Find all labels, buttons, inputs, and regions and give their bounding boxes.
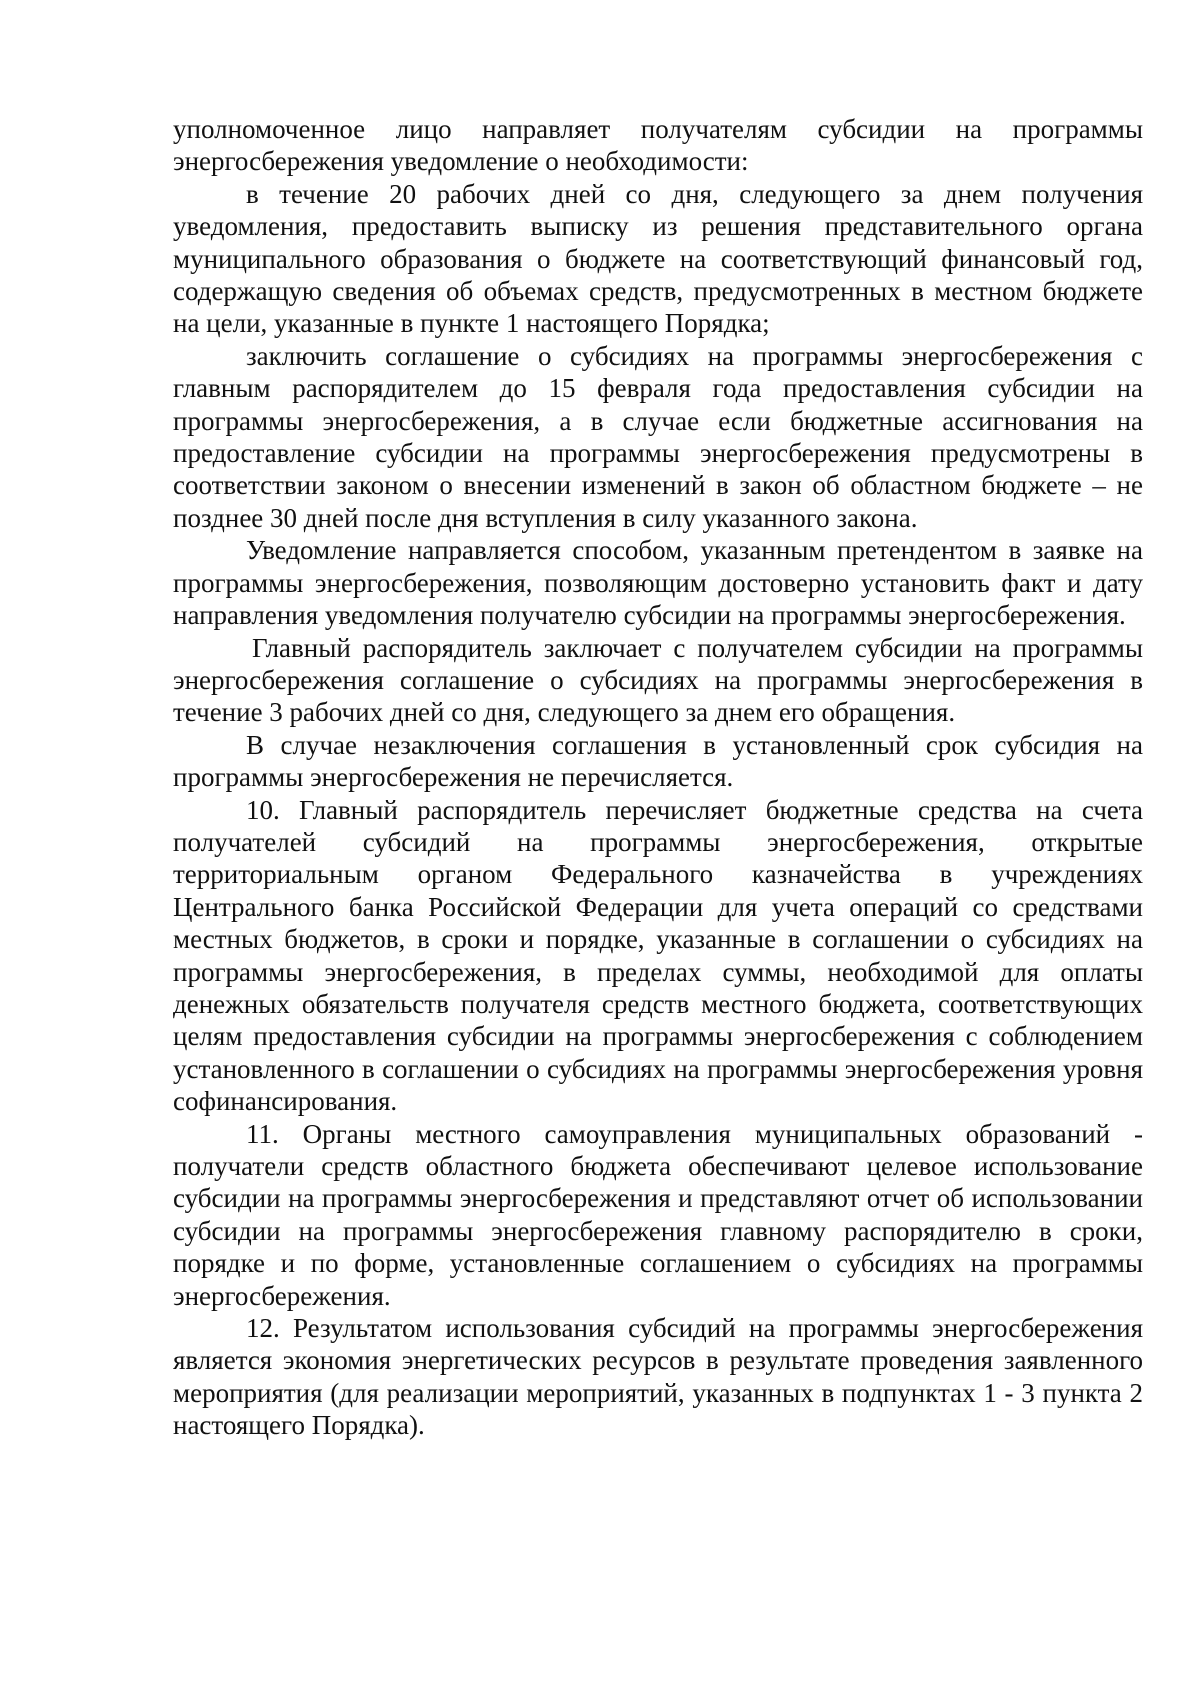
paragraph-budget-extract: в течение 20 рабочих дней со дня, следующего за днем получения уведомления, предоставить выписку из решения представительного органа муниципального образования о бюджете на соответствующий финансовый год, содержащую сведения об объемах средств, предусмотренных в местном бюджете на цели, указанные в пункте 1 настоящего Порядка;	[173, 178, 1143, 339]
paragraph-agreement-conclusion: Главный распорядитель заключает с получателем субсидии на программы энергосбережения соглашение о субсидиях на программы энергосбережения в течение 3 рабочих дней со дня, следующего за днем его обращения.	[173, 632, 1143, 728]
paragraph-non-conclusion: В случае незаключения соглашения в установленный срок субсидия на программы энергосбережения не перечисляется.	[173, 729, 1143, 793]
paragraph-item-11: 11. Органы местного самоуправления муниципальных образований - получатели средств областного бюджета обеспечивают целевое использование субсидии на программы энергосбережения и представляют отчет об использовании субсидии на программы энергосбережения главному распорядителю в сроки, порядке и по форме, установленные соглашением о субсидиях на программы энергосбережения.	[173, 1118, 1143, 1311]
document-body	[173, 113, 1143, 1442]
paragraph-item-12: 12. Результатом использования субсидий на программы энергосбережения является экономия энергетических ресурсов в результате проведения заявленного мероприятия (для реализации мероприятий, указанных в подпунктах 1 - 3 пункта 2 настоящего Порядка).	[173, 1313, 1143, 1441]
paragraph-item-10: 10. Главный распорядитель перечисляет бюджетные средства на счета получателей субсидий на программы энергосбережения, открытые территориальным органом Федерального казначейства в учреждениях Центрального банка Российской Федерации для учета операций со средствами местных бюджетов, в сроки и порядке, указанные в соглашении о субсидиях на программы энергосбережения, в пределах суммы, необходимой для оплаты денежных обязательств получателя средств местного бюджета, соответствующих целям предоставления субсидии на программы энергосбережения с соблюдением установленного в соглашении о субсидиях на программы энергосбережения уровня софинансирования.	[173, 794, 1143, 1117]
paragraph-notification-intro: уполномоченное лицо направляет получателям субсидии на программы энергосбережения уведомление о необходимости:	[173, 114, 1143, 177]
paragraph-agreement-deadline: заключить соглашение о субсидиях на программы энергосбережения с главным распорядителем до 15 февраля года предоставления субсидии на программы энергосбережения, а в случае если бюджетные ассигнования на предоставление субсидии на программы энергосбережения предусмотрены в соответствии законом о внесении изменений в закон об областном бюджете – не позднее 30 дней после дня вступления в силу указанного закона.	[173, 340, 1143, 533]
paragraph-notification-method: Уведомление направляется способом, указанным претендентом в заявке на программы энергосбережения, позволяющим достоверно установить факт и дату направления уведомления получателю субсидии на программы энергосбережения.	[173, 535, 1143, 631]
